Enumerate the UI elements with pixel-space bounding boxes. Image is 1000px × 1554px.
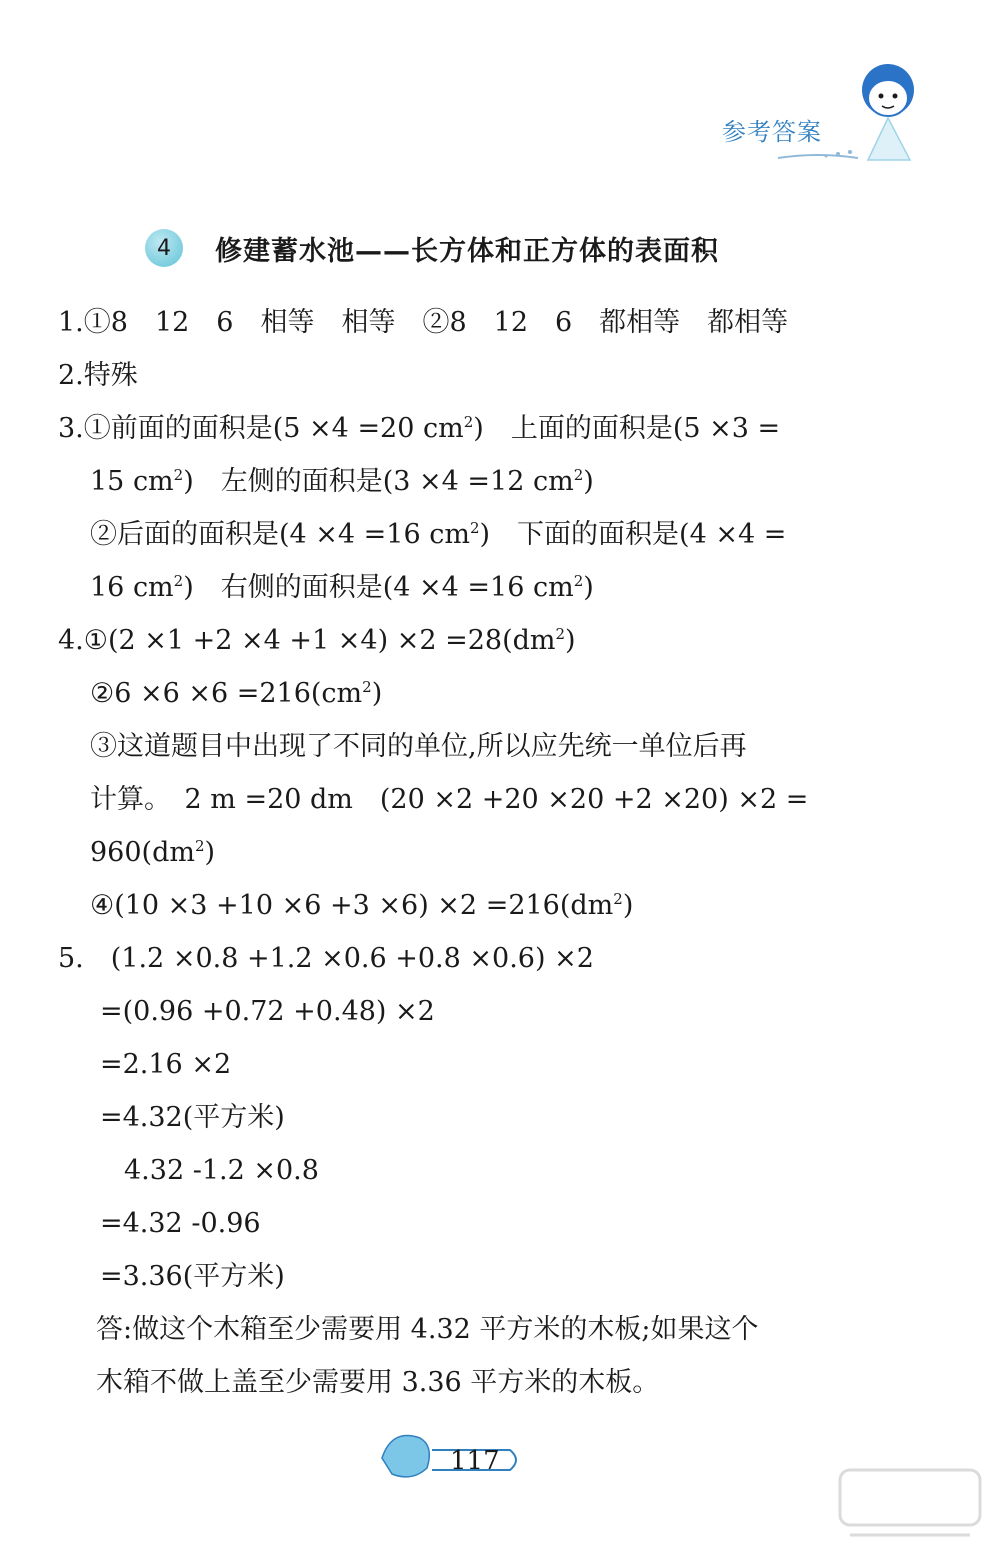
answer-line: =(0.96 +0.72 +0.48) ×2 — [100, 996, 435, 1027]
answer-line: $960(dm^2)$ — [90, 837, 216, 868]
answer-line: 1.①8 12 6 相等 相等 ②8 12 6 都相等 都相等 — [58, 307, 789, 338]
answer-line: 5. (1.2 ×0.8 +1.2 ×0.6 +0.8 ×0.6) ×2 — [58, 943, 594, 974]
answer-line: 答:做这个木箱至少需要用 4.32 平方米的木板;如果这个 — [96, 1314, 759, 1345]
watermark-logo-icon — [830, 1460, 990, 1550]
answer-line: =2.16 ×2 — [100, 1049, 232, 1080]
answer-line: 计算。 2 m =20 dm (20 ×2 +20 ×20 +2 ×20) ×2 = — [90, 784, 809, 815]
answer-line: 16 $cm^2$) 右侧的面积是(4 ×4 =16 $cm^2$) — [90, 572, 594, 603]
section-title: 修建蓄水池——长方体和正方体的表面积 — [215, 235, 719, 267]
section-heading — [145, 226, 719, 270]
header-label: 参考答案 — [722, 118, 822, 146]
answer-line: ②后面的面积是(4 ×4 =16 $cm^2$) 下面的面积是(4 ×4 = — [90, 519, 787, 550]
answer-line: 木箱不做上盖至少需要用 3.36 平方米的木板。 — [96, 1367, 660, 1398]
answer-line: ④(10 $\times 3 +10 \times 6 +3 \times 6) \times 2 =216(dm^2)$ — [90, 890, 634, 921]
answer-line: =4.32(平方米) — [100, 1102, 285, 1133]
answer-line: 4.①(2 $\times 1 +2 \times 4 +1 \times 4) \times 2 =28(dm^2)$ — [58, 625, 576, 656]
answer-line: =3.36(平方米) — [100, 1261, 285, 1292]
answer-line: 3.①前面的面积是(5 ×4 =20 $cm^2$) 上面的面积是(5 ×3 = — [58, 413, 781, 444]
answer-line: 15 $cm^2$) 左侧的面积是(3 ×4 =12 $cm^2$) — [90, 466, 594, 497]
page-number: 117 — [450, 1446, 500, 1476]
answer-line: ②6 $\times 6 \times 6 =216(cm^2)$ — [90, 678, 383, 709]
section-number-badge: 4 — [145, 229, 183, 267]
cartoon-girl-icon — [718, 40, 928, 170]
answer-line: 2.特殊 — [58, 360, 138, 391]
answer-line: ③这道题目中出现了不同的单位,所以应先统一单位后再 — [90, 731, 747, 762]
answer-line: 4.32 -1.2 ×0.8 — [124, 1155, 319, 1186]
answer-line: =4.32 -0.96 — [100, 1208, 261, 1239]
